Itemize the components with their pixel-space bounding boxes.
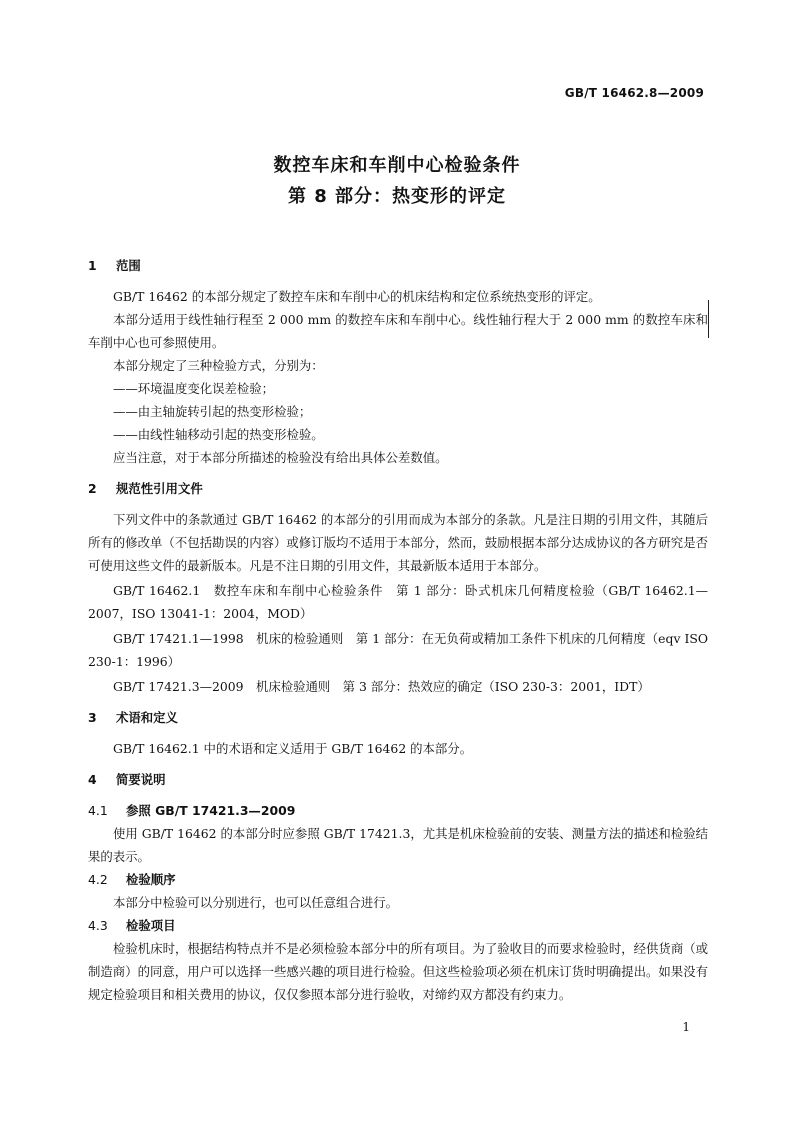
section-title: 范围	[116, 258, 141, 273]
document-subtitle: 第 8 部分：热变形的评定	[287, 186, 507, 207]
paragraph: 本部分适用于线性轴行程至 2 000 mm 的数控车床和车削中心。线性轴行程大于 2 000 mm 的数控车床和车削中心也可参照使用。	[88, 312, 708, 350]
section-number: 3	[88, 710, 97, 725]
subsection-number: 4.1	[88, 803, 108, 818]
paragraph: 本部分规定了三种检验方式，分别为：	[113, 358, 324, 373]
paragraph: GB/T 16462 的本部分规定了数控车床和车削中心的机床结构和定位系统热变形的评定。	[113, 289, 601, 304]
standard-code: GB/T 16462.8—2009	[564, 86, 704, 100]
document-title: 数控车床和车削中心检验条件	[273, 155, 521, 176]
subsection-heading-4-3	[88, 914, 708, 937]
section-title: 规范性引用文件	[116, 481, 203, 496]
subsection-title: 参照 GB/T 17421.3—2009	[126, 803, 296, 818]
list-item: ——由线性轴移动引起的热变形检验。	[113, 427, 324, 442]
section-number: 1	[88, 258, 97, 273]
list-item: ——环境温度变化误差检验；	[113, 381, 275, 396]
page-number: 1	[682, 1020, 690, 1034]
subsection-number: 4.2	[88, 872, 108, 887]
section-number: 4	[88, 772, 97, 787]
paragraph: GB/T 16462.1 中的术语和定义适用于 GB/T 16462 的本部分。	[113, 741, 473, 756]
section-heading-1	[88, 254, 708, 277]
list-item: ——由主轴旋转引起的热变形检验；	[113, 404, 312, 419]
subsection-title: 检验顺序	[126, 872, 176, 887]
subsection-heading-4-2	[88, 868, 708, 891]
paragraph: 下列文件中的条款通过 GB/T 16462 的本部分的引用而成为本部分的条款。凡是注日期的引用文件，其随后所有的修改单（不包括勘误的内容）或修订版均不适用于本部分，然而，鼓励根据本部分达成协议的各方研究是否可使用这些文件的最新版本。凡是不注日期的引用文件，其最新版本适用于本部分。	[88, 512, 708, 573]
paragraph: 本部分中检验可以分别进行，也可以任意组合进行。	[113, 895, 398, 910]
section-number: 2	[88, 481, 97, 496]
document-body	[88, 246, 708, 1006]
paragraph: 使用 GB/T 16462 的本部分时应参照 GB/T 17421.3，尤其是机床检验前的安装、测量方法的描述和检验结果的表示。	[88, 826, 708, 864]
margin-change-bar	[708, 300, 709, 338]
reference-item: GB/T 16462.1 数控车床和车削中心检验条件 第 1 部分：卧式机床几何精度检验（GB/T 16462.1—2007，ISO 13041-1：2004，MOD）	[88, 583, 708, 621]
section-title: 术语和定义	[116, 710, 178, 725]
paragraph: 检验机床时，根据结构特点并不是必须检验本部分中的所有项目。为了验收目的而要求检验时，经供货商（或制造商）的同意，用户可以选择一些感兴趣的项目进行检验。但这些检验项必须在机床订货时明确提出。如果没有规定检验项目和相关费用的协议，仅仅参照本部分进行验收，对缔约双方都没有约束力。	[88, 941, 708, 1002]
section-heading-3	[88, 706, 708, 729]
reference-item: GB/T 17421.1—1998 机床的检验通则 第 1 部分：在无负荷或精加工条件下机床的几何精度（eqv ISO 230-1：1996）	[88, 631, 708, 669]
section-title: 简要说明	[116, 772, 166, 787]
reference-item: GB/T 17421.3—2009 机床检验通则 第 3 部分：热效应的确定（ISO 230-3：2001，IDT）	[113, 679, 650, 694]
section-heading-4	[88, 768, 708, 791]
paragraph: 应当注意，对于本部分所描述的检验没有给出具体公差数值。	[113, 450, 448, 465]
section-heading-2	[88, 477, 708, 500]
subsection-title: 检验项目	[126, 918, 176, 933]
subsection-number: 4.3	[88, 918, 108, 933]
subsection-heading-4-1	[88, 799, 708, 822]
